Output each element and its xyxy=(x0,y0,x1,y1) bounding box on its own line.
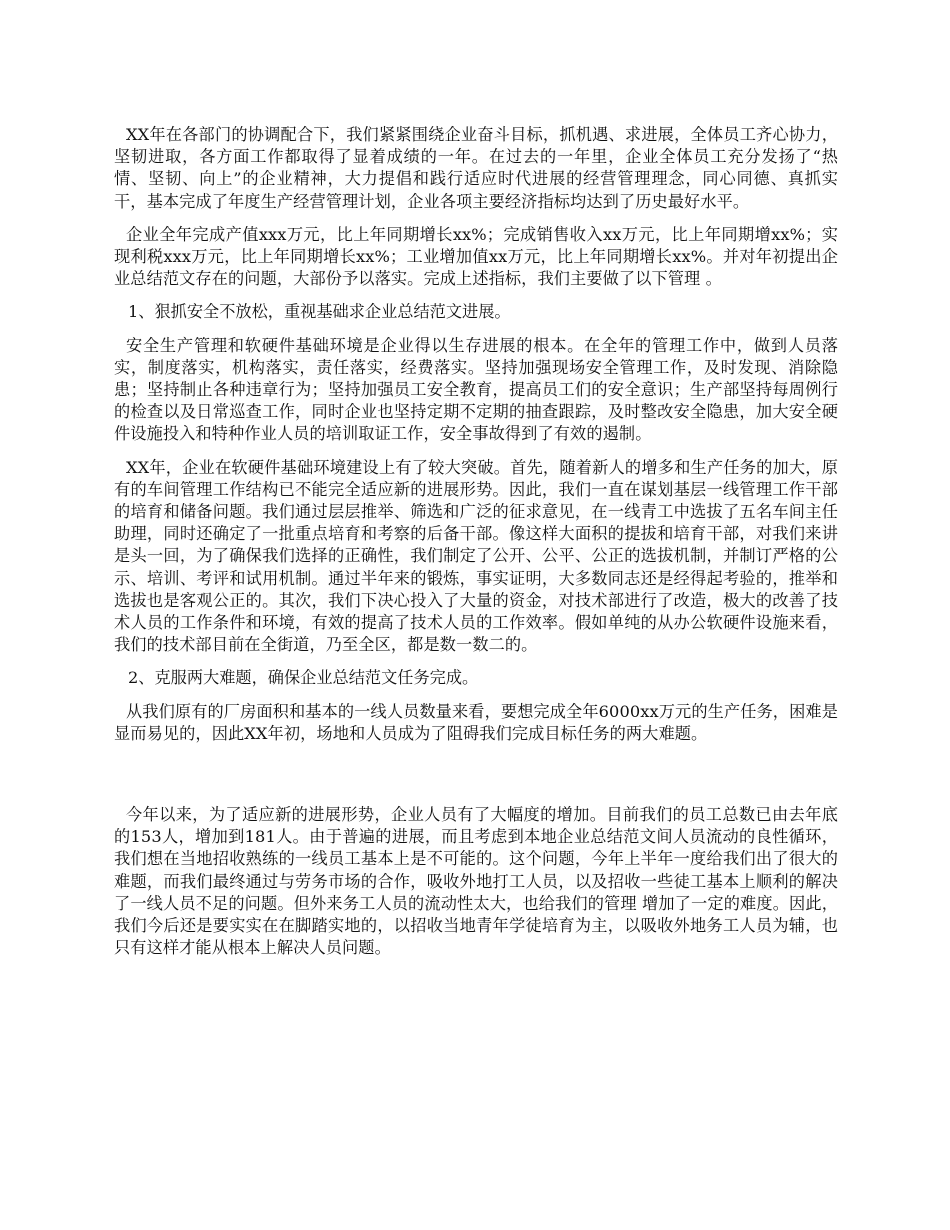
blank-spacer xyxy=(114,756,838,804)
paragraph-staffing: 今年以来，为了适应新的进展形势，企业人员有了大幅度的增加。目前我们的员工总数已由去年底的153人，增加到181人。由于普遍的进展，而且考虑到本地企业总结范文间人员流动的良性循环，我们想在当地招收熟练的一线员工基本上是不可能的。这个问题，今年上半年一度给我们出了很大的难题，而我们最终通过与劳务市场的合作，吸收外地打工人员，以及招收一些徒工基本上顺利的解决了一线人员不足的问题。但外来务工人员的流动性太大，也给我们的管理 增加了一定的难度。因此，我们今后还是要实实在在脚踏实地的，以招收当地青年学徒培育为主，以吸收外地务工人员为辅，也只有这样才能从根本上解决人员问题。 xyxy=(114,805,838,958)
document-body xyxy=(114,124,838,971)
paragraph-intro: XX年在各部门的协调配合下，我们紧紧围绕企业奋斗目标，抓机遇、求进展，全体员工齐心协力，坚韧进取，各方面工作都取得了显着成绩的一年。在过去的一年里，企业全体员工充分发扬了“热情、坚韧、向上”的企业精神，大力提倡和践行适应时代进展的经营管理理念，同心同德、真抓实干，基本完成了年度生产经营管理计划，企业各项主要经济指标均达到了历史最好水平。 xyxy=(114,125,838,211)
section-heading-1: 1、狠抓安全不放松，重视基础求企业总结范文进展。 xyxy=(128,302,511,322)
paragraph-annual-figures: 企业全年完成产值xxx万元，比上年同期增长xx%；完成销售收入xx万元，比上年同期增xx%；实现利税xxx万元，比上年同期增长xx%；工业增加值xx万元，比上年同期增长xx%。并对年初提出企业总结范文存在的问题，大部份予以落实。完成上述指标，我们主要做了以下管理 。 xyxy=(114,224,838,289)
paragraph-infrastructure: XX年，企业在软硬件基础环境建设上有了较大突破。首先，随着新人的增多和生产任务的加大，原有的车间管理工作结构已不能完全适应新的进展形势。因此，我们一直在谋划基层一线管理工作干部的培育和储备问题。我们通过层层推举、筛选和广泛的征求意见，在一线青工中选拔了五名车间主任助理，同时还确定了一批重点培育和考察的后备干部。像这样大面积的提拔和培育干部，对我们来讲是头一回，为了确保我们选择的正确性，我们制定了公开、公平、公正的选拔机制，并制订严格的公示、培训、考评和试用机制。通过半年来的锻炼，事实证明，大多数同志还是经得起考验的，推举和选拔也是客观公正的。其次，我们下决心投入了大量的资金，对技术部进行了改造，极大的改善了技术人员的工作条件和环境，有效的提高了技术人员的工作效率。假如单纯的从办公软硬件设施来看，我们的技术部目前在全街道，乃至全区，都是数一数二的。 xyxy=(114,457,838,655)
paragraph-difficulties: 从我们原有的厂房面积和基本的一线人员数量来看，要想完成全年6000xx万元的生产任务，困难是显而易见的，因此XX年初，场地和人员成为了阻碍我们完成目标任务的两大难题。 xyxy=(114,701,838,743)
paragraph-safety: 安全生产管理和软硬件基础环境是企业得以生存进展的根本。在全年的管理工作中，做到人员落实，制度落实，机构落实，责任落实，经费落实。坚持加强现场安全管理工作，及时发现、消除隐患；坚持制止各种违章行为；坚持加强员工安全教育，提高员工们的安全意识；生产部坚持每周例行的检查以及日常巡查工作，同时企业也坚持定期不定期的抽查跟踪，及时整改安全隐患，加大安全硬件设施投入和特种作业人员的培训取证工作，安全事故得到了有效的遏制。 xyxy=(114,335,838,444)
section-heading-2: 2、克服两大难题，确保企业总结范文任务完成。 xyxy=(128,668,479,688)
